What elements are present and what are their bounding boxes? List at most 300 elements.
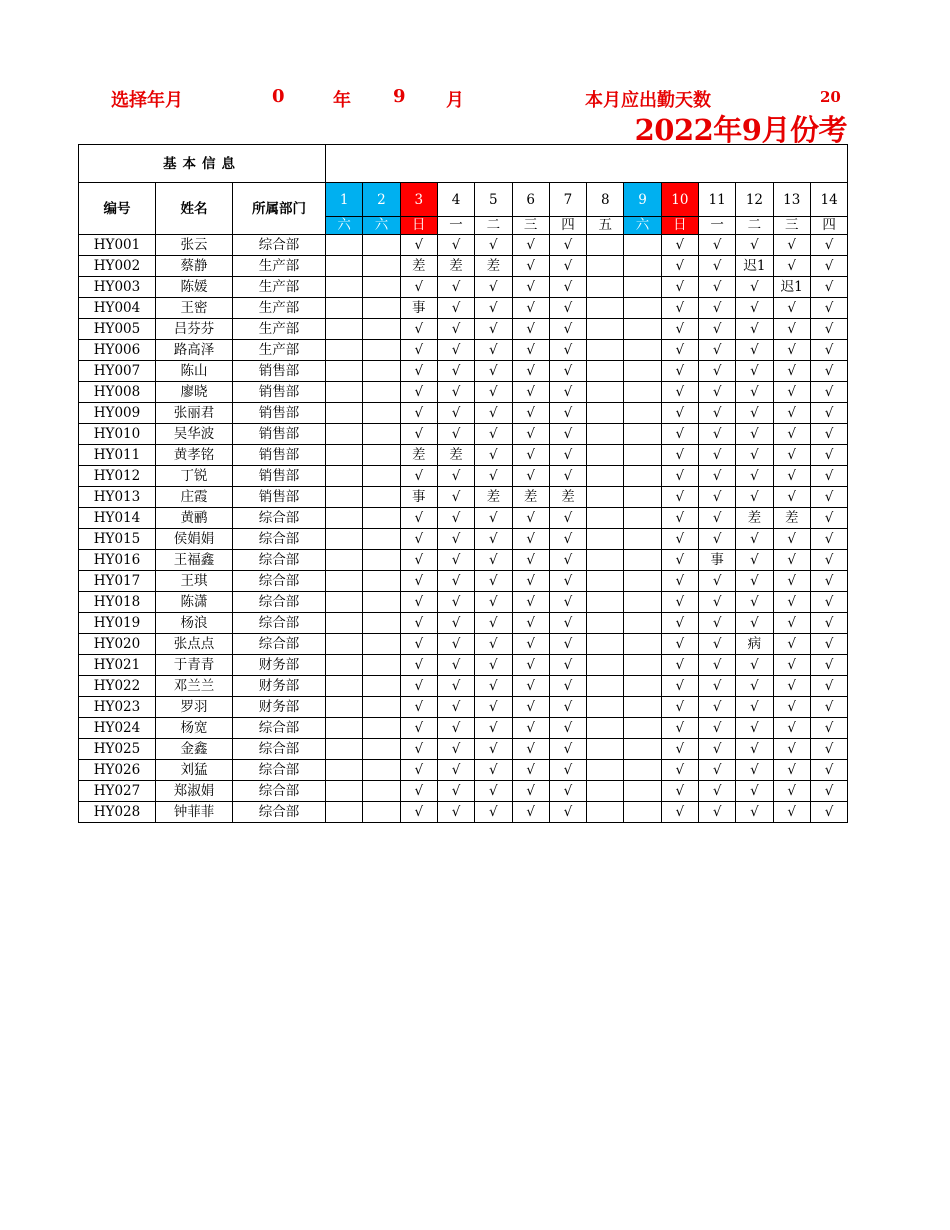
employee-id[interactable]: HY011 [79,445,156,466]
attendance-cell[interactable] [624,424,661,445]
employee-name[interactable]: 陈山 [156,361,233,382]
attendance-cell[interactable]: √ [736,550,773,571]
attendance-cell[interactable]: √ [400,319,437,340]
attendance-cell[interactable]: √ [773,613,810,634]
attendance-cell[interactable]: √ [736,235,773,256]
attendance-cell[interactable] [326,424,363,445]
employee-name[interactable]: 邓兰兰 [156,676,233,697]
attendance-cell[interactable] [326,298,363,319]
attendance-cell[interactable]: √ [773,298,810,319]
attendance-cell[interactable] [624,718,661,739]
employee-dept[interactable]: 综合部 [233,802,326,823]
attendance-cell[interactable]: √ [475,445,512,466]
attendance-cell[interactable]: √ [437,634,474,655]
attendance-cell[interactable]: √ [698,277,735,298]
attendance-cell[interactable]: √ [437,739,474,760]
attendance-cell[interactable]: √ [475,634,512,655]
attendance-cell[interactable]: √ [549,697,586,718]
attendance-cell[interactable]: √ [736,655,773,676]
attendance-cell[interactable] [326,739,363,760]
attendance-cell[interactable]: √ [661,382,698,403]
attendance-cell[interactable] [326,487,363,508]
attendance-cell[interactable] [326,445,363,466]
attendance-cell[interactable] [587,382,624,403]
employee-dept[interactable]: 销售部 [233,382,326,403]
attendance-cell[interactable] [624,298,661,319]
employee-dept[interactable]: 销售部 [233,424,326,445]
attendance-cell[interactable] [587,508,624,529]
attendance-cell[interactable] [587,760,624,781]
attendance-cell[interactable]: √ [810,571,847,592]
attendance-cell[interactable]: √ [661,361,698,382]
attendance-cell[interactable]: √ [810,697,847,718]
attendance-cell[interactable]: 事 [400,487,437,508]
attendance-cell[interactable]: √ [549,403,586,424]
attendance-cell[interactable]: √ [400,676,437,697]
attendance-cell[interactable]: √ [810,235,847,256]
attendance-cell[interactable]: √ [661,529,698,550]
attendance-cell[interactable]: √ [512,235,549,256]
attendance-cell[interactable]: √ [810,760,847,781]
attendance-cell[interactable]: 差 [437,445,474,466]
employee-name[interactable]: 庄霞 [156,487,233,508]
attendance-cell[interactable]: √ [810,277,847,298]
attendance-cell[interactable]: √ [661,424,698,445]
attendance-cell[interactable]: √ [549,508,586,529]
employee-name[interactable]: 王福鑫 [156,550,233,571]
attendance-cell[interactable]: √ [549,277,586,298]
attendance-cell[interactable]: √ [661,802,698,823]
employee-dept[interactable]: 综合部 [233,739,326,760]
employee-id[interactable]: HY007 [79,361,156,382]
attendance-cell[interactable] [326,235,363,256]
attendance-cell[interactable]: √ [698,634,735,655]
attendance-cell[interactable]: √ [400,655,437,676]
attendance-cell[interactable]: √ [475,298,512,319]
attendance-cell[interactable] [326,676,363,697]
attendance-cell[interactable]: 差 [475,256,512,277]
attendance-cell[interactable] [624,676,661,697]
attendance-cell[interactable]: √ [810,655,847,676]
attendance-cell[interactable] [587,466,624,487]
attendance-cell[interactable] [326,382,363,403]
attendance-cell[interactable]: √ [400,529,437,550]
attendance-cell[interactable]: √ [698,487,735,508]
attendance-cell[interactable]: √ [549,781,586,802]
attendance-cell[interactable]: 差 [475,487,512,508]
attendance-cell[interactable] [587,592,624,613]
employee-dept[interactable]: 财务部 [233,655,326,676]
employee-dept[interactable]: 生产部 [233,298,326,319]
employee-name[interactable]: 陈潇 [156,592,233,613]
attendance-cell[interactable]: √ [400,697,437,718]
attendance-cell[interactable]: √ [549,340,586,361]
attendance-cell[interactable] [587,298,624,319]
employee-dept[interactable]: 生产部 [233,340,326,361]
attendance-cell[interactable] [624,592,661,613]
attendance-cell[interactable]: 事 [698,550,735,571]
attendance-cell[interactable] [363,613,400,634]
attendance-cell[interactable]: √ [437,655,474,676]
attendance-cell[interactable]: √ [661,676,698,697]
attendance-cell[interactable] [624,403,661,424]
attendance-cell[interactable]: √ [810,550,847,571]
attendance-cell[interactable]: √ [512,634,549,655]
attendance-cell[interactable]: √ [512,298,549,319]
attendance-cell[interactable] [363,424,400,445]
attendance-cell[interactable]: √ [736,802,773,823]
attendance-cell[interactable]: √ [661,592,698,613]
attendance-cell[interactable] [624,529,661,550]
employee-name[interactable]: 金鑫 [156,739,233,760]
attendance-cell[interactable]: √ [698,697,735,718]
attendance-cell[interactable] [587,340,624,361]
attendance-cell[interactable] [326,697,363,718]
attendance-cell[interactable] [326,802,363,823]
attendance-cell[interactable]: √ [475,655,512,676]
attendance-cell[interactable]: √ [475,550,512,571]
attendance-cell[interactable]: √ [661,781,698,802]
attendance-cell[interactable]: √ [661,445,698,466]
attendance-cell[interactable]: √ [661,319,698,340]
attendance-cell[interactable]: √ [773,739,810,760]
attendance-cell[interactable]: √ [698,424,735,445]
attendance-cell[interactable]: √ [698,340,735,361]
attendance-cell[interactable]: √ [661,508,698,529]
attendance-cell[interactable] [587,676,624,697]
employee-id[interactable]: HY023 [79,697,156,718]
employee-id[interactable]: HY020 [79,634,156,655]
year-value[interactable]: 0 [272,86,285,107]
employee-dept[interactable]: 综合部 [233,550,326,571]
employee-dept[interactable]: 生产部 [233,277,326,298]
employee-id[interactable]: HY013 [79,487,156,508]
attendance-cell[interactable] [326,550,363,571]
attendance-cell[interactable]: √ [512,802,549,823]
attendance-cell[interactable]: √ [810,634,847,655]
employee-dept[interactable]: 综合部 [233,592,326,613]
attendance-cell[interactable]: √ [437,802,474,823]
employee-dept[interactable]: 综合部 [233,508,326,529]
attendance-cell[interactable]: √ [810,361,847,382]
attendance-cell[interactable]: √ [512,319,549,340]
attendance-cell[interactable]: √ [810,403,847,424]
attendance-cell[interactable]: √ [437,571,474,592]
attendance-cell[interactable]: √ [661,697,698,718]
attendance-cell[interactable]: √ [512,781,549,802]
employee-id[interactable]: HY006 [79,340,156,361]
attendance-cell[interactable]: √ [736,718,773,739]
attendance-cell[interactable] [363,382,400,403]
attendance-cell[interactable] [363,550,400,571]
attendance-cell[interactable]: √ [661,760,698,781]
attendance-cell[interactable] [587,781,624,802]
employee-id[interactable]: HY014 [79,508,156,529]
attendance-cell[interactable]: √ [400,802,437,823]
attendance-cell[interactable] [363,361,400,382]
employee-name[interactable]: 吕芬芬 [156,319,233,340]
attendance-cell[interactable]: √ [661,340,698,361]
employee-name[interactable]: 陈媛 [156,277,233,298]
employee-id[interactable]: HY018 [79,592,156,613]
attendance-cell[interactable]: √ [512,739,549,760]
attendance-cell[interactable]: √ [698,802,735,823]
month-value[interactable]: 9 [393,86,406,107]
attendance-cell[interactable] [363,256,400,277]
employee-id[interactable]: HY008 [79,382,156,403]
attendance-cell[interactable]: √ [400,571,437,592]
attendance-cell[interactable]: √ [736,676,773,697]
attendance-cell[interactable]: √ [698,676,735,697]
attendance-cell[interactable]: √ [549,676,586,697]
attendance-cell[interactable]: √ [698,445,735,466]
attendance-cell[interactable]: √ [698,382,735,403]
attendance-cell[interactable]: √ [512,655,549,676]
employee-dept[interactable]: 综合部 [233,529,326,550]
attendance-cell[interactable]: √ [698,319,735,340]
employee-name[interactable]: 张云 [156,235,233,256]
attendance-cell[interactable]: √ [773,781,810,802]
attendance-cell[interactable]: √ [512,424,549,445]
attendance-cell[interactable]: √ [736,298,773,319]
attendance-cell[interactable]: √ [437,403,474,424]
attendance-cell[interactable]: √ [549,235,586,256]
attendance-cell[interactable] [624,361,661,382]
attendance-cell[interactable]: √ [437,424,474,445]
attendance-cell[interactable]: √ [736,382,773,403]
attendance-cell[interactable]: √ [437,697,474,718]
attendance-cell[interactable]: √ [661,571,698,592]
attendance-cell[interactable] [587,571,624,592]
attendance-cell[interactable]: √ [475,613,512,634]
attendance-cell[interactable] [363,445,400,466]
attendance-cell[interactable]: 迟1 [773,277,810,298]
employee-name[interactable]: 郑淑娟 [156,781,233,802]
attendance-cell[interactable] [624,277,661,298]
attendance-cell[interactable]: √ [661,613,698,634]
attendance-cell[interactable]: √ [736,466,773,487]
attendance-cell[interactable]: √ [549,634,586,655]
employee-id[interactable]: HY022 [79,676,156,697]
attendance-cell[interactable] [326,781,363,802]
attendance-cell[interactable]: √ [810,508,847,529]
employee-id[interactable]: HY027 [79,781,156,802]
attendance-cell[interactable] [326,592,363,613]
attendance-cell[interactable] [587,487,624,508]
attendance-cell[interactable]: √ [810,676,847,697]
attendance-cell[interactable] [363,298,400,319]
attendance-cell[interactable]: √ [698,739,735,760]
attendance-cell[interactable]: √ [549,571,586,592]
attendance-cell[interactable]: √ [773,697,810,718]
attendance-cell[interactable] [587,802,624,823]
attendance-cell[interactable]: √ [549,550,586,571]
attendance-cell[interactable] [326,718,363,739]
attendance-cell[interactable]: √ [437,361,474,382]
attendance-cell[interactable]: √ [475,676,512,697]
attendance-cell[interactable]: √ [475,802,512,823]
attendance-cell[interactable] [587,319,624,340]
attendance-cell[interactable]: √ [400,382,437,403]
attendance-cell[interactable]: √ [437,613,474,634]
attendance-cell[interactable] [624,466,661,487]
employee-id[interactable]: HY012 [79,466,156,487]
attendance-cell[interactable]: √ [437,382,474,403]
attendance-cell[interactable]: √ [810,445,847,466]
attendance-cell[interactable]: √ [549,424,586,445]
employee-dept[interactable]: 生产部 [233,319,326,340]
attendance-cell[interactable]: √ [773,529,810,550]
attendance-cell[interactable] [624,613,661,634]
employee-dept[interactable]: 综合部 [233,235,326,256]
attendance-cell[interactable]: √ [549,256,586,277]
attendance-cell[interactable] [624,445,661,466]
attendance-cell[interactable]: √ [437,676,474,697]
attendance-cell[interactable] [624,655,661,676]
attendance-cell[interactable]: √ [661,655,698,676]
attendance-cell[interactable]: √ [773,403,810,424]
employee-id[interactable]: HY004 [79,298,156,319]
attendance-cell[interactable]: √ [437,508,474,529]
attendance-cell[interactable]: √ [400,403,437,424]
attendance-cell[interactable] [363,571,400,592]
attendance-cell[interactable]: √ [512,382,549,403]
attendance-cell[interactable]: √ [773,760,810,781]
attendance-cell[interactable]: √ [400,760,437,781]
attendance-cell[interactable]: √ [437,592,474,613]
attendance-cell[interactable]: √ [810,256,847,277]
attendance-cell[interactable]: √ [661,403,698,424]
attendance-cell[interactable] [363,718,400,739]
attendance-cell[interactable] [624,508,661,529]
attendance-cell[interactable] [363,697,400,718]
employee-dept[interactable]: 综合部 [233,634,326,655]
attendance-cell[interactable] [326,319,363,340]
employee-dept[interactable]: 销售部 [233,445,326,466]
employee-id[interactable]: HY026 [79,760,156,781]
employee-name[interactable]: 王琪 [156,571,233,592]
attendance-cell[interactable]: √ [773,340,810,361]
attendance-cell[interactable]: √ [475,529,512,550]
attendance-cell[interactable]: √ [661,256,698,277]
attendance-cell[interactable]: √ [549,319,586,340]
attendance-cell[interactable]: √ [810,802,847,823]
attendance-cell[interactable]: √ [773,361,810,382]
attendance-cell[interactable]: √ [437,487,474,508]
attendance-cell[interactable]: √ [810,739,847,760]
employee-name[interactable]: 罗羽 [156,697,233,718]
attendance-cell[interactable]: √ [512,445,549,466]
attendance-cell[interactable]: √ [475,361,512,382]
employee-id[interactable]: HY024 [79,718,156,739]
attendance-cell[interactable] [624,487,661,508]
attendance-cell[interactable]: √ [661,466,698,487]
employee-dept[interactable]: 综合部 [233,760,326,781]
attendance-cell[interactable]: √ [698,298,735,319]
attendance-cell[interactable]: √ [773,571,810,592]
attendance-cell[interactable]: √ [773,319,810,340]
attendance-cell[interactable] [624,571,661,592]
attendance-cell[interactable]: √ [810,592,847,613]
attendance-cell[interactable]: √ [810,319,847,340]
attendance-cell[interactable] [587,550,624,571]
attendance-cell[interactable]: √ [475,235,512,256]
employee-name[interactable]: 蔡静 [156,256,233,277]
attendance-cell[interactable] [326,529,363,550]
attendance-cell[interactable]: √ [698,571,735,592]
attendance-cell[interactable] [587,739,624,760]
attendance-cell[interactable]: √ [512,697,549,718]
attendance-cell[interactable]: √ [736,592,773,613]
attendance-cell[interactable] [587,613,624,634]
employee-name[interactable]: 丁锐 [156,466,233,487]
attendance-cell[interactable]: √ [549,592,586,613]
attendance-cell[interactable]: √ [512,613,549,634]
attendance-cell[interactable]: √ [512,550,549,571]
attendance-cell[interactable]: √ [773,235,810,256]
attendance-cell[interactable]: √ [698,235,735,256]
employee-id[interactable]: HY002 [79,256,156,277]
employee-name[interactable]: 黄鹂 [156,508,233,529]
attendance-cell[interactable]: √ [475,319,512,340]
attendance-cell[interactable]: 事 [400,298,437,319]
attendance-cell[interactable]: √ [661,235,698,256]
attendance-cell[interactable] [326,571,363,592]
attendance-cell[interactable] [587,697,624,718]
attendance-cell[interactable] [624,697,661,718]
attendance-cell[interactable]: √ [437,319,474,340]
attendance-cell[interactable] [624,340,661,361]
attendance-cell[interactable]: √ [400,235,437,256]
attendance-cell[interactable]: 病 [736,634,773,655]
attendance-cell[interactable]: √ [661,277,698,298]
employee-id[interactable]: HY001 [79,235,156,256]
employee-dept[interactable]: 综合部 [233,613,326,634]
attendance-cell[interactable]: √ [698,256,735,277]
attendance-cell[interactable]: √ [736,340,773,361]
attendance-cell[interactable] [326,277,363,298]
attendance-cell[interactable]: √ [549,382,586,403]
attendance-cell[interactable]: √ [810,718,847,739]
attendance-cell[interactable] [624,550,661,571]
attendance-cell[interactable]: √ [437,718,474,739]
attendance-cell[interactable]: √ [773,676,810,697]
attendance-cell[interactable]: √ [773,487,810,508]
attendance-cell[interactable]: √ [773,550,810,571]
attendance-cell[interactable] [624,319,661,340]
attendance-cell[interactable]: √ [661,718,698,739]
attendance-cell[interactable]: √ [437,760,474,781]
attendance-cell[interactable]: √ [698,760,735,781]
attendance-cell[interactable]: √ [400,340,437,361]
attendance-cell[interactable]: 差 [437,256,474,277]
attendance-cell[interactable]: √ [437,340,474,361]
attendance-cell[interactable] [624,781,661,802]
attendance-cell[interactable]: √ [475,718,512,739]
attendance-cell[interactable]: √ [512,403,549,424]
attendance-cell[interactable] [363,802,400,823]
employee-name[interactable]: 刘猛 [156,760,233,781]
attendance-cell[interactable] [363,676,400,697]
attendance-cell[interactable]: √ [736,571,773,592]
attendance-cell[interactable] [587,361,624,382]
attendance-cell[interactable]: √ [512,571,549,592]
attendance-cell[interactable]: √ [736,781,773,802]
attendance-cell[interactable]: √ [810,487,847,508]
employee-name[interactable]: 黄孝铭 [156,445,233,466]
employee-id[interactable]: HY028 [79,802,156,823]
attendance-cell[interactable] [363,739,400,760]
